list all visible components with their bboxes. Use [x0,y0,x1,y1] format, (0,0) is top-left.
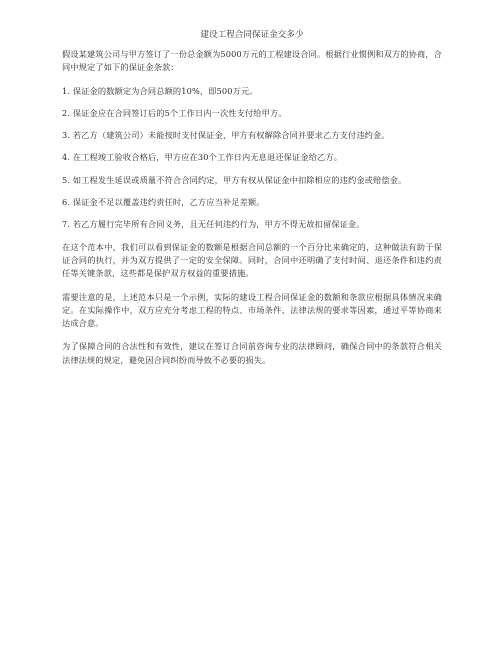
document-title: 建设工程合同保证金交多少 [200,30,304,40]
document-page [62,29,442,377]
clause-6: 6. 保证金不足以覆盖违约责任时，乙方应当补足差额。 [62,197,265,208]
clause-7: 7. 若乙方履行完毕所有合同义务，且无任何违约行为，甲方不得无故扣留保证金。 [62,219,365,230]
clause-1: 1. 保证金的数额定为合同总额的10%，即500万元。 [62,85,258,96]
clause-5: 5. 如工程发生延误或质量不符合合同约定，甲方有权从保证金中扣除相应的违约金或赔偿金。 [62,174,407,185]
clause-2: 2. 保证金应在合同签订后的5个工作日内一次性支付给甲方。 [62,107,287,118]
advice-paragraph: 为了保障合同的合法性和有效性，建议在签订合同前咨询专业的法律顾问，确保合同中的条款符合相关法律法规的规定，避免因合同纠纷而导致不必要的损失。 [62,341,442,365]
intro-paragraph: 假设某建筑公司与甲方签订了一份总金额为5000万元的工程建设合同。根据行业惯例和双方的协商，合同中规定了如下的保证金条款： [62,49,442,73]
note-paragraph: 需要注意的是，上述范本只是一个示例，实际的建设工程合同保证金的数额和条款应根据具体情况来确定。在实际操作中，双方应充分考虑工程的特点、市场条件、法律法规的要求等因素，通过平等协商来达成合意。 [62,291,442,329]
clause-3: 3. 若乙方（建筑公司）未能按时支付保证金，甲方有权解除合同并要求乙方支付违约金。 [62,130,390,141]
analysis-paragraph: 在这个范本中，我们可以看到保证金的数额是根据合同总额的一个百分比来确定的，这种做法有助于保证合同的执行，并为双方提供了一定的安全保障。同时，合同中还明确了支付时间、退还条件和违约责任等关键条款，这些都是保护双方权益的重要措施。 [62,241,442,279]
clause-4: 4. 在工程竣工验收合格后，甲方应在30个工作日内无息退还保证金给乙方。 [62,152,343,163]
